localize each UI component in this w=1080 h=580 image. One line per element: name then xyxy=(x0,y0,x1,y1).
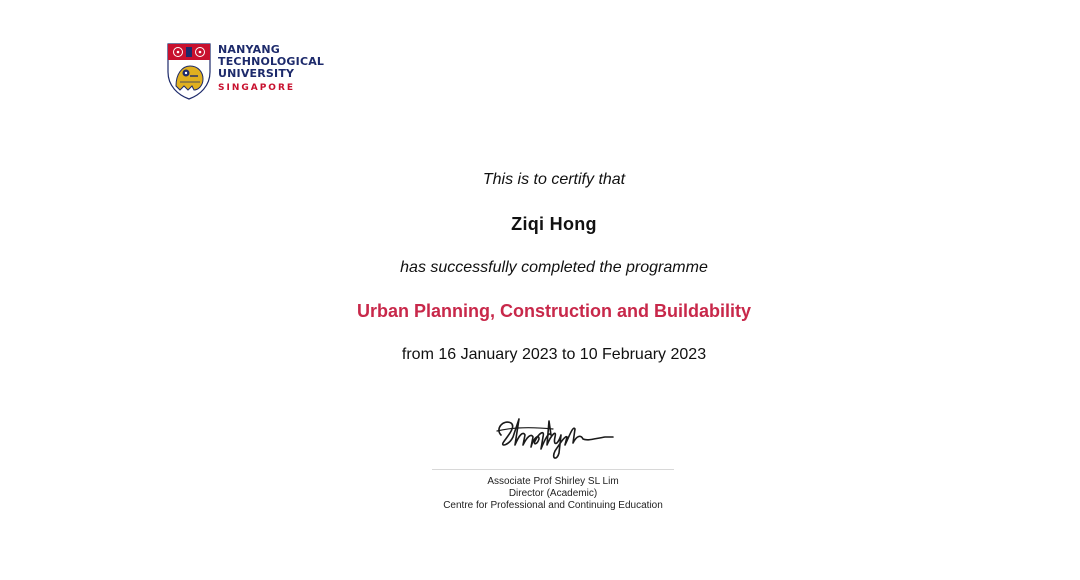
ntu-crest-icon xyxy=(166,42,212,100)
logo-line-1: NANYANG xyxy=(218,43,280,56)
signatory-title: Director (Academic) xyxy=(508,488,598,499)
recipient-name: Ziqi Hong xyxy=(511,214,597,234)
logo-line-2: TECHNOLOGICAL xyxy=(218,55,325,68)
logo-line-3: UNIVERSITY xyxy=(218,67,295,80)
signatory-department: Centre for Professional and Continuing Education xyxy=(443,500,663,511)
signatory-name: Associate Prof Shirley SL Lim xyxy=(487,476,619,487)
handwritten-signature xyxy=(493,405,623,465)
programme-dates: from 16 January 2023 to 10 February 2023 xyxy=(401,346,707,363)
ntu-wordmark xyxy=(218,44,324,94)
signature-line xyxy=(432,469,674,470)
ntu-logo xyxy=(166,42,336,102)
completion-statement: has successfully completed the programme xyxy=(400,259,708,276)
programme-title: Urban Planning, Construction and Buildability xyxy=(356,301,751,321)
certify-intro: This is to certify that xyxy=(482,171,626,188)
logo-subtitle: SINGAPORE xyxy=(218,83,296,93)
